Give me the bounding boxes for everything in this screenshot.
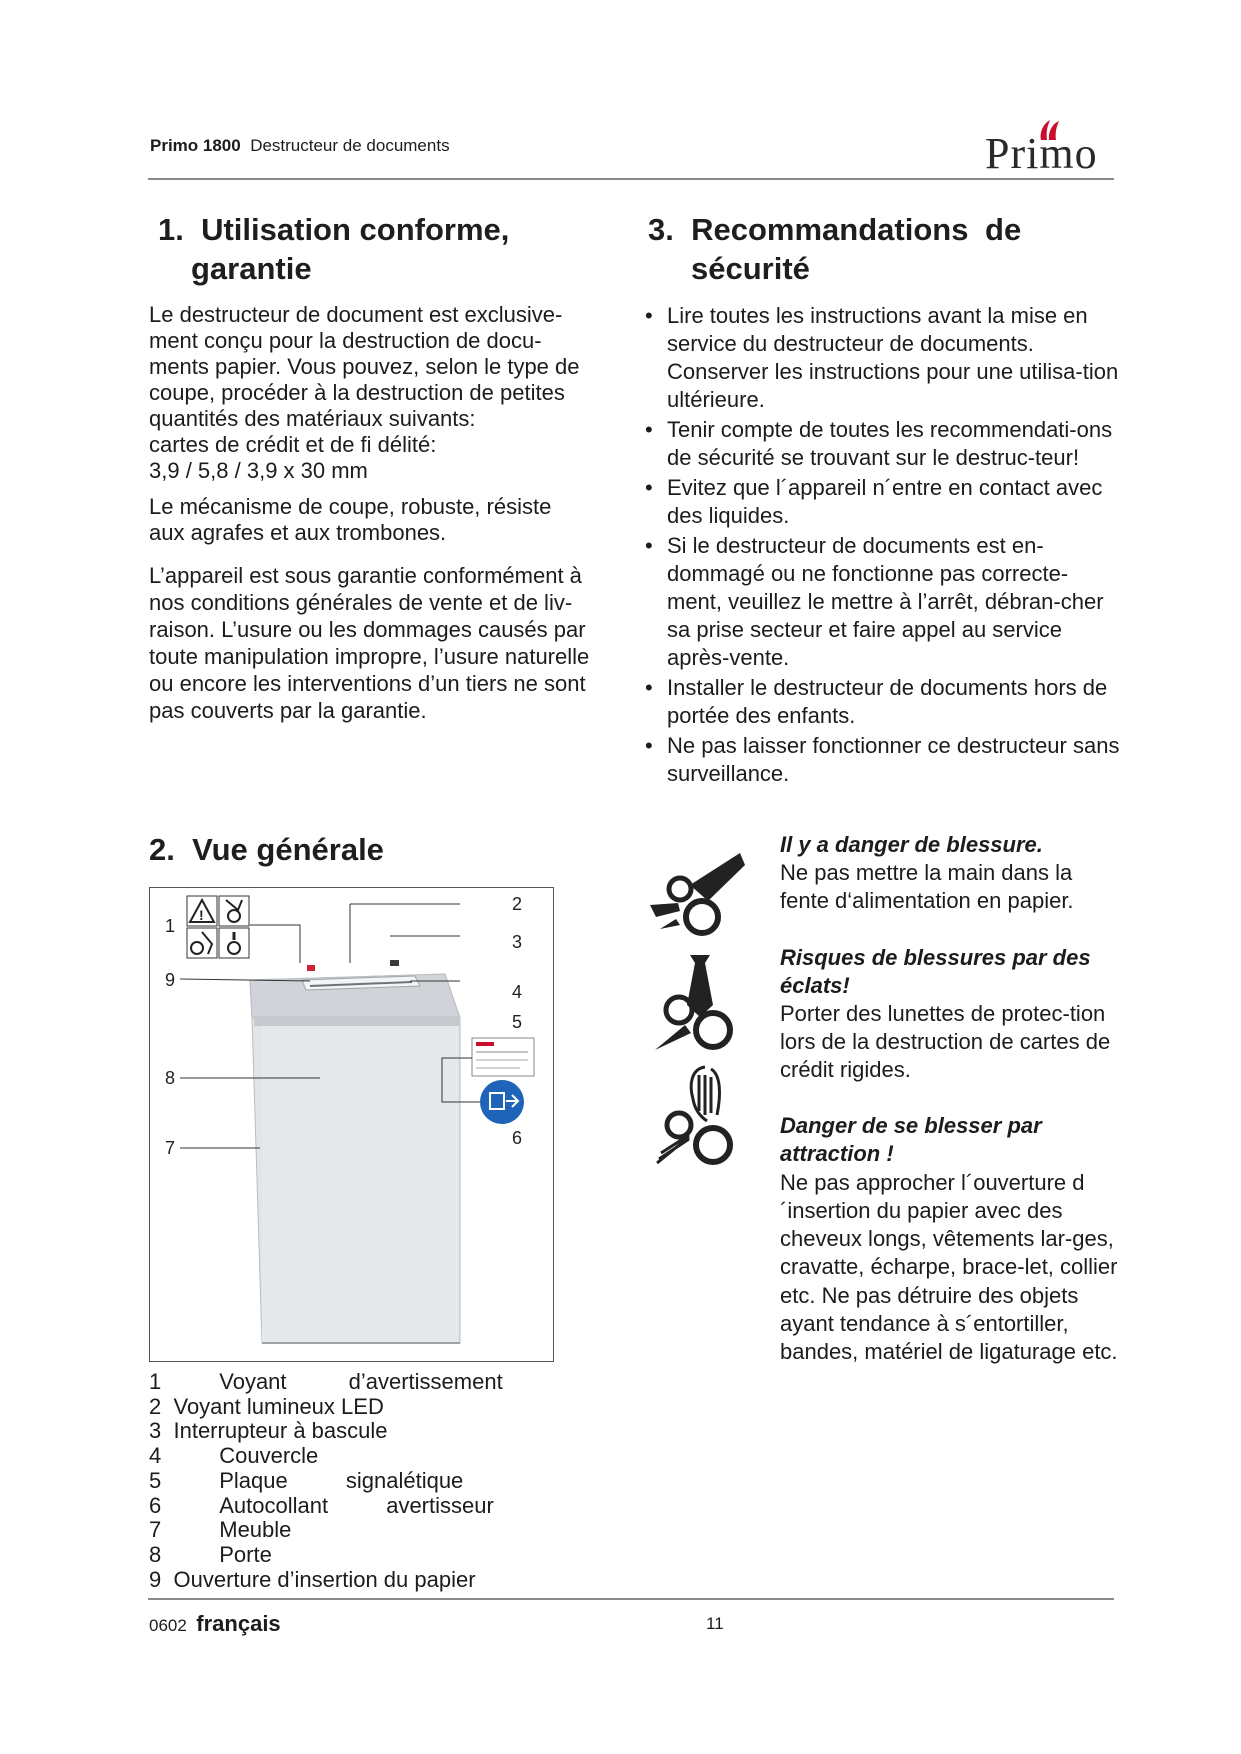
warning-hair: Danger de se blesser par attraction ! Ne pas approcher l´ouverture d´insertion du papier avec des cheveux longs, vêtements lar-ges, cravatte, écharpe, brace-let, collier etc. Ne pas détruire des objets ayant tendance à s´entortiller, bandes, matériel de ligaturage etc. — [780, 1113, 1118, 1365]
header-rule — [148, 178, 1114, 180]
warning-hand: Il y a danger de blessure. Ne pas mettre la main dans la fente d‘alimentation en papier. — [780, 832, 1074, 913]
document-header — [150, 136, 450, 156]
section-1-title-line1: Utilisation conforme, — [201, 212, 510, 247]
hair-danger-icon — [655, 1065, 750, 1165]
figure-label-8: 8 — [165, 1068, 176, 1088]
primo-logo — [985, 118, 1125, 178]
document-subtitle: Destructeur de documents — [250, 136, 450, 155]
logo-wordmark: Primo — [985, 129, 1098, 178]
para-usage: Le destructeur de document est exclusive- ment conçu pour la destruction de docu- ments papier. Vous pouvez, selon le type de coupe, procéder à la destruction de petites quantités des matériaux suivants: cartes de crédit et de fi délité: 3,9 / 5,8 / 3,9 x 30 mm — [149, 302, 580, 483]
section-3-heading — [648, 210, 1118, 288]
figure-label-2: 2 — [512, 894, 523, 914]
legend-item: 3 Interrupteur à bascule — [149, 1418, 388, 1444]
para-warranty: L’appareil est sous garantie conformément à nos conditions générales de vente et de liv- raison. L’usure ou les dommages causés par toute manipulation impropre, l’usure naturelle ou encore les interventions d’un tiers ne sont pas couverts par la garantie. — [149, 563, 590, 723]
figure-label-7: 7 — [165, 1138, 176, 1158]
section-3-number: 3. — [648, 212, 674, 247]
document-code: 0602 — [149, 1616, 187, 1635]
document-footer — [149, 1611, 281, 1637]
figure-label-9: 9 — [165, 970, 176, 990]
shredder-illustration — [150, 888, 553, 1361]
hand-danger-icon — [650, 845, 750, 945]
legend-item: 4 Couvercle — [149, 1443, 319, 1469]
figure-label-6: 6 — [512, 1128, 523, 1148]
legend-item: 6 Autocollant avertisseur — [149, 1492, 494, 1518]
list-item: • Ne pas laisser fonctionner ce destructeur sans surveillance. — [645, 732, 1123, 788]
list-item: • Installer le destructeur de documents hors de portée des enfants. — [645, 674, 1123, 730]
list-item: • Tenir compte de toutes les recommendati-ons de sécurité se trouvant sur le destruc-teur! — [645, 416, 1123, 472]
warning-tie: Risques de blessures par des éclats! Porter des lunettes de protec-tion lors de la destruction de cartes de crédit rigides. — [780, 945, 1111, 1082]
figure-label-3: 3 — [512, 932, 523, 952]
list-item: • Lire toutes les instructions avant la mise en service du destructeur de documents. Conserver les instructions pour une utilisa-tion ultérieure. — [645, 302, 1123, 414]
svg-text:!: ! — [199, 907, 204, 923]
shredder-overview-figure — [149, 887, 554, 1362]
section-1-body — [149, 302, 629, 724]
legend-item: 9 Ouverture d’insertion du papier — [149, 1566, 476, 1592]
figure-label-4: 4 — [512, 982, 523, 1002]
warning-pictograms — [187, 896, 249, 958]
figure-legend — [149, 1370, 503, 1592]
section-3-title-line2: sécurité — [691, 251, 810, 286]
section-1-title-line2: garantie — [191, 251, 312, 286]
para-mechanism: Le mécanisme de coupe, robuste, résiste aux agrafes et aux trombones. — [149, 494, 552, 545]
legend-item: 7 Meuble — [149, 1517, 292, 1543]
safety-recommendations-list — [645, 302, 1123, 790]
figure-label-5: 5 — [512, 1012, 523, 1032]
model-name: Primo 1800 — [150, 136, 241, 155]
legend-item: 1 Voyant d’avertissement — [149, 1369, 503, 1394]
tie-danger-icon — [655, 955, 750, 1055]
section-3-title-line1: Recommandations de — [691, 212, 1022, 247]
footer-rule — [148, 1598, 1114, 1600]
figure-label-1: 1 — [165, 916, 176, 936]
section-2-number: 2. — [149, 832, 175, 867]
legend-item: 2 Voyant lumineux LED — [149, 1393, 384, 1419]
section-1-heading — [158, 210, 628, 288]
list-item: • Si le destructeur de documents est en-dommagé ou ne fonctionne pas correcte-ment, veuillez le mettre à l’arrêt, débran-cher sa prise secteur et faire appel au service après-vente. — [645, 532, 1123, 672]
list-item: • Evitez que l´appareil n´entre en contact avec des liquides. — [645, 474, 1123, 530]
legend-item: 8 Porte — [149, 1541, 272, 1567]
language-label: français — [196, 1611, 281, 1636]
page-number: 11 — [706, 1614, 724, 1633]
section-2-heading — [149, 830, 384, 869]
section-1-number: 1. — [158, 212, 184, 247]
section-2-title: Vue générale — [192, 832, 384, 867]
legend-item: 5 Plaque signalétique — [149, 1467, 464, 1493]
